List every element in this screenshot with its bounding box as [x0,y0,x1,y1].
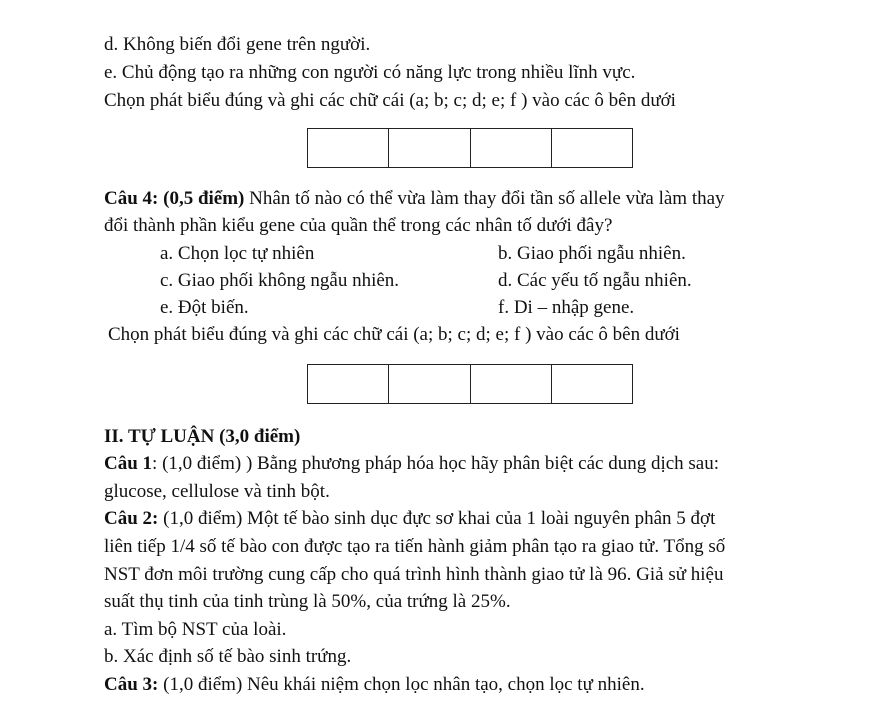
essay-q2 [104,507,715,531]
q3-instruction: Chọn phát biểu đúng và ghi các chữ cái (a; b; c; d; e; f ) vào các ô bên dưới [104,90,676,111]
q4-question [104,187,725,211]
essay-q1 [104,452,719,476]
answer-box[interactable] [308,365,389,403]
q4-option-d: d. Các yếu tố ngẫu nhiên. [498,270,692,291]
answer-box[interactable] [471,365,552,403]
essay-q1-text-1: : (1,0 điểm) ) Bằng phương pháp hóa học hãy phân biệt các dung dịch sau: [152,453,720,474]
q4-text-2: đổi thành phần kiểu gene của quần thể trong các nhân tố dưới đây? [104,215,613,236]
essay-q2-text-1: (1,0 điểm) Một tế bào sinh dục đực sơ khai của 1 loài nguyên phân 5 đợt [158,508,716,529]
q3-option-e: e. Chủ động tạo ra những con người có năng lực trong nhiều lĩnh vực. [104,62,636,83]
q4-option-a: a. Chọn lọc tự nhiên [160,243,315,264]
answer-box[interactable] [552,365,632,403]
essay-q2-text-3: NST đơn môi trường cung cấp cho quá trình hình thành giao tử là 96. Giả sử hiệu [104,564,724,585]
q4-label: Câu 4: (0,5 điểm) [104,188,245,209]
q4-option-c: c. Giao phối không ngẫu nhiên. [160,270,400,291]
essay-q2-text-2: liên tiếp 1/4 số tế bào con được tạo ra tiến hành giảm phân tạo ra giao tử. Tổng số [104,536,726,557]
q4-instruction: Chọn phát biểu đúng và ghi các chữ cái (a; b; c; d; e; f ) vào các ô bên dưới [108,324,680,345]
q4-answer-boxes [307,364,633,404]
essay-q1-text-2: glucose, cellulose và tinh bột. [104,481,330,502]
q3-option-d: d. Không biến đổi gene trên người. [104,34,371,55]
q4-option-f: f. Di – nhập gene. [498,297,635,318]
essay-q2-a: a. Tìm bộ NST của loài. [104,619,287,640]
essay-q2-label: Câu 2: [104,508,159,529]
q4-option-e: e. Đột biến. [160,297,249,318]
q4-text-1: Nhân tố nào có thể vừa làm thay đổi tần số allele vừa làm thay [244,188,725,209]
essay-q2-text-4: suất thụ tinh của tinh trùng là 50%, của trứng là 25%. [104,591,511,612]
essay-q3 [104,673,645,697]
answer-box[interactable] [471,129,552,167]
answer-box[interactable] [308,129,389,167]
answer-box[interactable] [552,129,632,167]
essay-q3-label: Câu 3: [104,674,159,695]
section-2-heading: II. TỰ LUẬN (3,0 điểm) [104,426,301,447]
essay-q3-text: (1,0 điểm) Nêu khái niệm chọn lọc nhân tạo, chọn lọc tự nhiên. [158,674,645,695]
answer-box[interactable] [389,129,470,167]
q3-answer-boxes [307,128,633,168]
answer-box[interactable] [389,365,470,403]
essay-q1-label: Câu 1 [104,453,153,474]
essay-q2-b: b. Xác định số tế bào sinh trứng. [104,646,352,667]
q4-option-b: b. Giao phối ngẫu nhiên. [498,243,686,264]
